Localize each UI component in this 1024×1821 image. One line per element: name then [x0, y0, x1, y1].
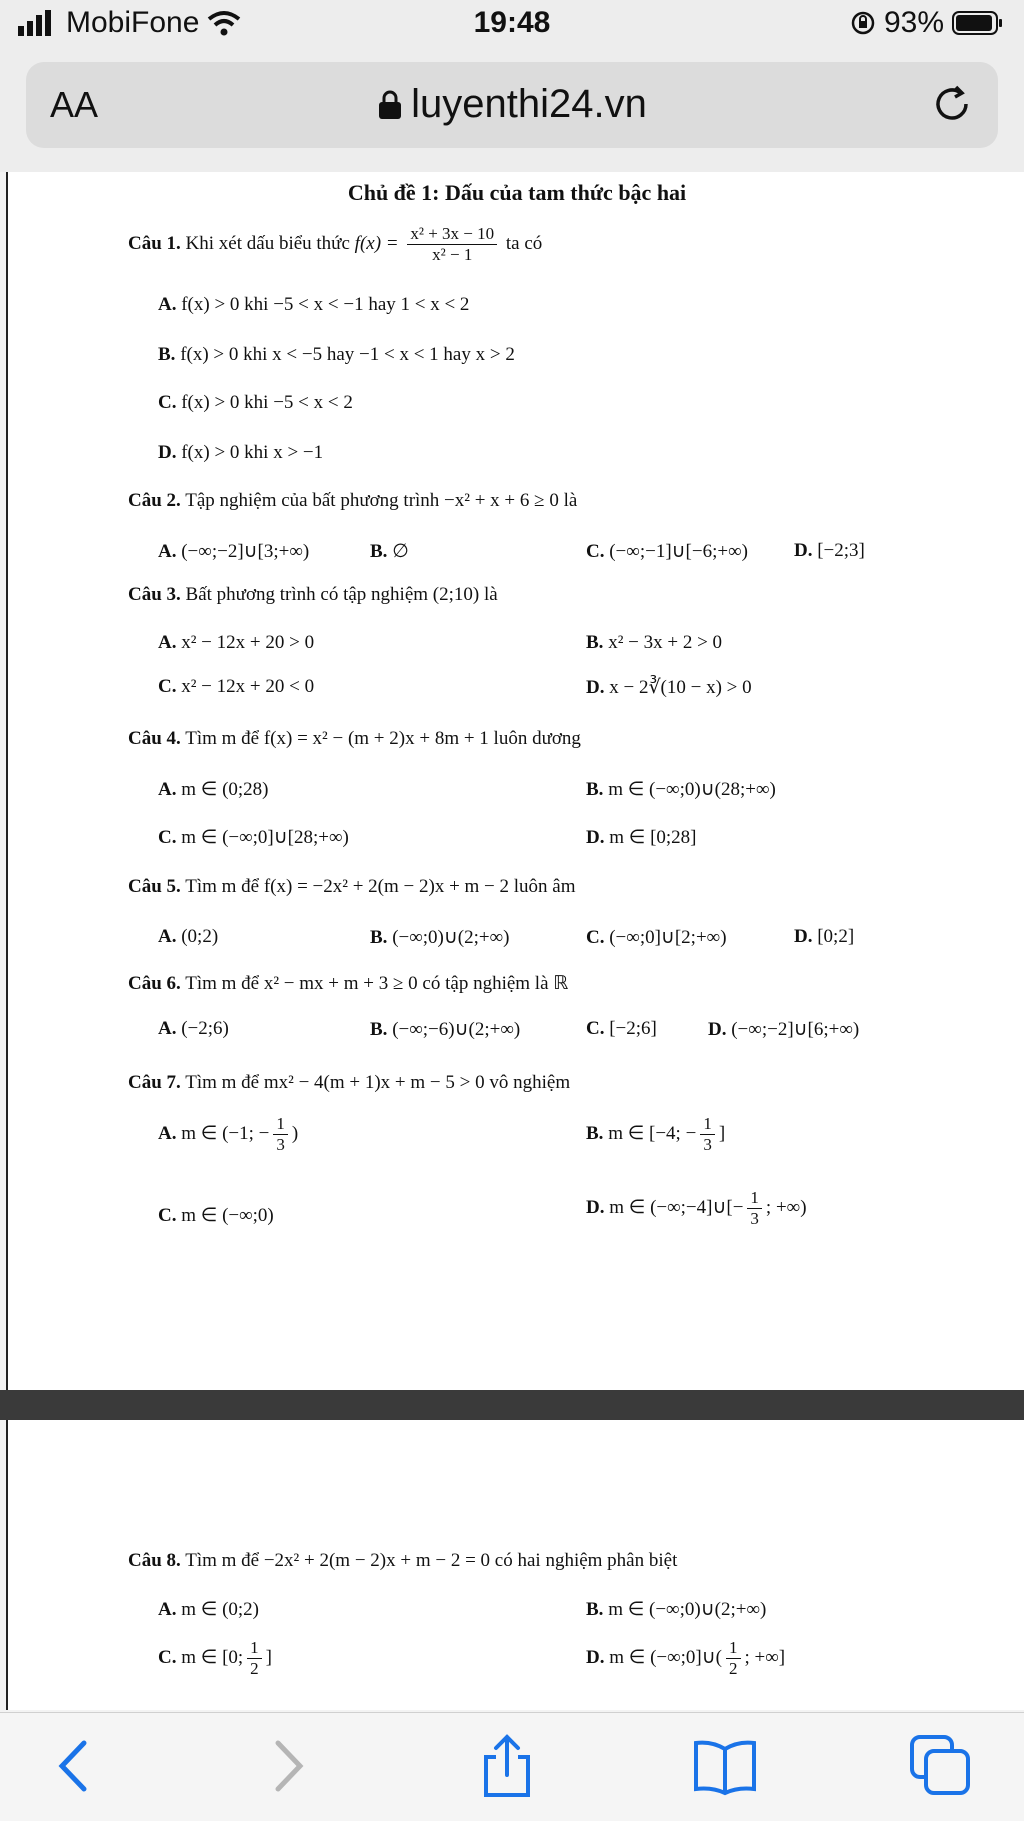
denominator: 3 [750, 1209, 759, 1228]
option-text: ] [718, 1122, 726, 1144]
option-text: f(x) > 0 khi x > −1 [181, 442, 324, 463]
answer-option[interactable] [370, 1018, 520, 1041]
option-letter: B. [370, 541, 388, 562]
clock: 19:48 [473, 6, 551, 39]
answer-option[interactable] [586, 540, 748, 563]
option-text: m ∈ (−∞;0) [181, 1205, 274, 1226]
fraction [726, 1638, 741, 1679]
option-letter: D. [158, 442, 177, 463]
option-text: ∅ [392, 541, 409, 562]
numerator: x² + 3x − 10 [407, 224, 497, 245]
answer-option[interactable] [708, 1018, 859, 1041]
option-letter: D. [586, 827, 605, 848]
option-letter: D. [586, 677, 605, 698]
document-page-2 [6, 1420, 1024, 1710]
answer-option[interactable] [158, 442, 323, 464]
question-8 [128, 1550, 677, 1572]
question-1 [128, 224, 542, 265]
denominator: 3 [703, 1135, 712, 1154]
option-letter: C. [586, 1018, 605, 1039]
forward-icon[interactable] [252, 1731, 322, 1801]
option-letter: C. [158, 1205, 177, 1226]
denominator: x² − 1 [432, 245, 473, 264]
option-text: m ∈ (−1; − [181, 1122, 270, 1144]
option-text: m ∈ (0;2) [181, 1599, 259, 1620]
option-letter: A. [158, 1122, 177, 1144]
address-bar[interactable] [26, 62, 998, 148]
answer-option[interactable] [158, 344, 515, 366]
question-label: Câu 7. [128, 1072, 181, 1093]
answer-option[interactable] [158, 1638, 272, 1679]
answer-option[interactable] [586, 1114, 725, 1155]
answer-option[interactable] [158, 1018, 229, 1040]
answer-option[interactable] [586, 676, 752, 699]
answer-option[interactable] [158, 1114, 298, 1155]
option-text: (−∞;−2]∪[3;+∞) [181, 541, 310, 562]
page-divider [0, 1390, 1024, 1420]
numerator: 1 [747, 1188, 762, 1209]
option-text: f(x) > 0 khi −5 < x < −1 hay 1 < x < 2 [181, 294, 470, 315]
document-title: Chủ đề 1: Dấu của tam thức bậc hai [347, 180, 687, 205]
answer-option[interactable] [158, 778, 269, 801]
option-text: ] [265, 1646, 272, 1668]
question-text: Tìm m để −2x² + 2(m − 2)x + m − 2 = 0 có hai nghiệm phân biệt [185, 1550, 678, 1571]
answer-option[interactable] [586, 926, 727, 949]
option-text: m ∈ (−∞;0]∪( [609, 1646, 722, 1668]
status-right [850, 6, 1004, 40]
option-text: [0;2] [817, 926, 855, 947]
option-text: m ∈ (−∞;0)∪(28;+∞) [608, 779, 776, 800]
page-content[interactable] [0, 172, 1024, 1712]
document-page-1 [6, 172, 1024, 1390]
battery-percent: 93% [883, 6, 944, 39]
option-text: (0;2) [181, 926, 219, 947]
option-text: [−2;6] [609, 1018, 657, 1039]
question-6 [128, 972, 568, 995]
option-letter: C. [158, 827, 177, 848]
option-text: (−∞;0)∪(2;+∞) [392, 927, 510, 948]
option-text: m ∈ [−4; − [608, 1122, 697, 1144]
option-text: m ∈ (−∞;0]∪[28;+∞) [181, 827, 349, 848]
answer-option[interactable] [586, 1188, 807, 1229]
question-text: Tìm m để f(x) = −2x² + 2(m − 2)x + m − 2 luôn âm [185, 876, 576, 897]
option-text: [−2;3] [817, 540, 865, 561]
numerator: 1 [247, 1638, 262, 1659]
option-letter: D. [586, 1196, 605, 1218]
option-letter: B. [586, 779, 604, 800]
option-text: x − 2∛(10 − x) > 0 [609, 677, 752, 698]
option-letter: A. [158, 1599, 177, 1620]
share-icon[interactable] [472, 1731, 542, 1801]
function-name: f(x) = [354, 232, 399, 254]
question-label: Câu 8. [128, 1550, 181, 1571]
status-bar [0, 0, 1024, 52]
question-label: Câu 4. [128, 728, 181, 749]
question-7 [128, 1072, 570, 1094]
answer-option[interactable] [158, 676, 314, 698]
option-letter: B. [158, 344, 176, 365]
fraction [700, 1114, 715, 1155]
numerator: 1 [726, 1638, 741, 1659]
option-letter: D. [794, 540, 813, 561]
reader-options-button[interactable]: AA [50, 84, 99, 125]
answer-option[interactable] [586, 826, 697, 849]
reload-icon[interactable] [928, 80, 976, 128]
fraction [247, 1638, 262, 1679]
option-letter: C. [158, 1646, 177, 1668]
answer-option[interactable] [586, 1638, 785, 1679]
option-text: (−∞;0]∪[2;+∞) [609, 927, 727, 948]
battery-icon [952, 10, 1004, 36]
back-icon[interactable] [40, 1731, 110, 1801]
orientation-lock-icon [850, 10, 876, 36]
answer-option[interactable] [586, 778, 776, 801]
option-text: m ∈ [0;28] [609, 827, 697, 848]
fraction [273, 1114, 288, 1155]
tabs-icon[interactable] [906, 1731, 976, 1801]
option-letter: B. [370, 1019, 388, 1040]
question-text: Bất phương trình có tập nghiệm (2;10) là [185, 584, 498, 605]
option-text: m ∈ (−∞;0)∪(2;+∞) [608, 1599, 767, 1620]
question-text: Khi xét dấu biểu thức [185, 232, 350, 254]
question-text: Tìm m để f(x) = x² − (m + 2)x + 8m + 1 luôn dương [185, 728, 581, 749]
option-letter: A. [158, 779, 177, 800]
option-letter: D. [708, 1019, 727, 1040]
option-letter: B. [586, 1122, 604, 1144]
url-text: luyenthi24.vn [411, 82, 647, 126]
option-text: (−2;6) [181, 1018, 229, 1039]
option-letter: D. [586, 1646, 605, 1668]
url-display[interactable] [26, 82, 998, 127]
answer-option[interactable] [158, 926, 218, 948]
option-text: f(x) > 0 khi −5 < x < 2 [181, 392, 353, 413]
bookmarks-icon[interactable] [690, 1731, 760, 1801]
answer-option[interactable] [158, 540, 309, 563]
option-letter: D. [794, 926, 813, 947]
option-letter: A. [158, 294, 177, 315]
answer-option[interactable] [158, 392, 353, 414]
option-text: ) [291, 1122, 299, 1144]
answer-option[interactable] [158, 632, 314, 654]
option-text: (−∞;−2]∪[6;+∞) [731, 1019, 860, 1040]
carrier-name: MobiFone [66, 6, 200, 39]
answer-option[interactable] [794, 926, 854, 948]
answer-option[interactable] [794, 540, 865, 562]
option-text: ; +∞) [765, 1196, 807, 1218]
lock-icon [377, 90, 403, 120]
answer-option[interactable] [370, 926, 509, 949]
question-text: Tập nghiệm của bất phương trình −x² + x + 6 ≥ 0 là [185, 490, 578, 511]
option-letter: B. [370, 927, 388, 948]
option-letter: C. [158, 392, 177, 413]
denominator: 2 [729, 1659, 738, 1678]
question-label: Câu 1. [128, 232, 181, 254]
option-letter: A. [158, 541, 177, 562]
option-text: x² − 3x + 2 > 0 [608, 632, 723, 653]
denominator: 3 [276, 1135, 285, 1154]
answer-option[interactable] [586, 1018, 657, 1040]
answer-option[interactable] [586, 1598, 766, 1621]
option-text: ; +∞] [744, 1646, 786, 1668]
option-text: (−∞;−1]∪[−6;+∞) [609, 541, 748, 562]
numerator: 1 [273, 1114, 288, 1135]
browser-toolbar [0, 1712, 1024, 1821]
question-4 [128, 728, 581, 750]
answer-option[interactable] [586, 632, 722, 654]
option-letter: A. [158, 1018, 177, 1039]
option-text: m ∈ (0;28) [181, 779, 269, 800]
option-letter: A. [158, 926, 177, 947]
option-text: m ∈ [0; [181, 1646, 244, 1668]
fraction [747, 1188, 762, 1229]
option-letter: C. [158, 676, 177, 697]
option-text: (−∞;−6)∪(2;+∞) [392, 1019, 521, 1040]
question-label: Câu 6. [128, 973, 181, 994]
numerator: 1 [700, 1114, 715, 1135]
question-tail: ta có [505, 232, 543, 254]
fraction [407, 224, 497, 265]
question-text: Tìm m để mx² − 4(m + 1)x + m − 5 > 0 vô nghiệm [185, 1072, 571, 1093]
question-label: Câu 2. [128, 490, 181, 511]
option-letter: C. [586, 541, 605, 562]
question-label: Câu 3. [128, 584, 181, 605]
option-text: x² − 12x + 20 < 0 [181, 676, 315, 697]
question-label: Câu 5. [128, 876, 181, 897]
question-5 [128, 876, 576, 898]
answer-option[interactable] [158, 826, 349, 849]
option-text: x² − 12x + 20 > 0 [181, 632, 315, 653]
option-text: f(x) > 0 khi x < −5 hay −1 < x < 1 hay x > 2 [180, 344, 515, 365]
answer-option[interactable] [158, 1204, 274, 1227]
denominator: 2 [250, 1659, 259, 1678]
question-3 [128, 584, 498, 606]
question-2 [128, 490, 577, 512]
option-text: m ∈ (−∞;−4]∪[− [609, 1196, 744, 1218]
option-letter: B. [586, 632, 604, 653]
answer-option[interactable] [158, 1598, 259, 1621]
option-letter: A. [158, 632, 177, 653]
answer-option[interactable] [158, 294, 469, 316]
option-letter: C. [586, 927, 605, 948]
question-text: Tìm m để x² − mx + m + 3 ≥ 0 có tập nghiệm là ℝ [185, 973, 569, 994]
option-letter: B. [586, 1599, 604, 1620]
answer-option[interactable] [370, 540, 409, 563]
